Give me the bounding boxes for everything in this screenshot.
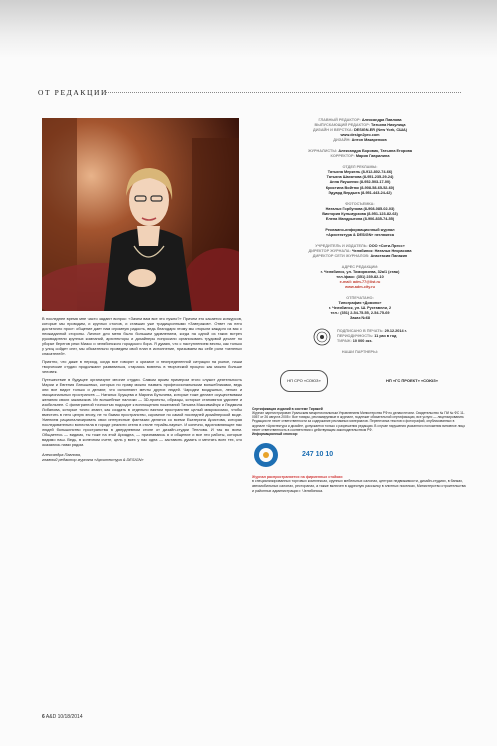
- staff-name: Антон Макаренков: [351, 138, 387, 143]
- design-website: www.design2pro.com: [340, 133, 380, 138]
- staff-role: ГЛАВНЫЙ РЕДАКТОР:: [318, 118, 361, 122]
- founder-block: [252, 244, 468, 259]
- journal-desc: [252, 228, 468, 238]
- issue-label: A&D 10/18/2014: [45, 714, 83, 720]
- signed-value: 29.12.2014 г.: [384, 328, 407, 333]
- founder-name: Анастасия Панакин: [370, 253, 408, 258]
- legal-block: [252, 407, 468, 437]
- staff-block: [252, 118, 468, 143]
- distribution-title: Журнал распространяется на фирменных стойках:: [252, 474, 344, 479]
- staff-role: ЖУРНАЛИСТЫ:: [308, 149, 338, 154]
- distribution-text: в специализированных торговых комплексах, крупных мебельных салонах, центрах недвижимости, дизайн-студиях, в банках, автомобильных салонах, ресторанах, а также включен в адресную рассылку в элитных поселках, Министерство строительства и районных администрации г. Челябинска.: [252, 479, 466, 493]
- signed-role: ТИРАЖ:: [337, 339, 352, 344]
- address-phone: тел./факс: (351) 239-82-10: [336, 275, 384, 280]
- masthead-column: [252, 118, 468, 493]
- staff-name: Татьяна Никулица: [371, 123, 406, 128]
- sales-contact: Татьяна Шахатова (8-951-235-29-24): [326, 175, 394, 180]
- photo-title: ФОТОСЪЕМКА:: [345, 201, 375, 206]
- sales-contact: Татьяна Меркель (8-912-802-74-66): [327, 170, 393, 175]
- address-block: [252, 265, 468, 290]
- distribution-block: [252, 475, 468, 494]
- sales-title: ОТДЕЛ РЕКЛАМЫ:: [342, 165, 378, 170]
- sales-contact: Эдуард Вердыга (8-951-443-24-42): [328, 190, 392, 195]
- sales-block: [252, 165, 468, 195]
- partners-logos: [252, 358, 468, 404]
- cert-text: Сертификация изданий в системе Тиражей: [252, 406, 323, 411]
- sales-contact: Кристина Войтюк (8-908-58-65-52-60): [325, 185, 395, 190]
- staff-name: DESIGN-ER (New York, США): [353, 128, 407, 133]
- photo-contact: Наталья Горбунова (8-908-085-02-03): [325, 206, 395, 211]
- partner-logo: НП «ГС ПРОЕКТ» «СОЮЗ»: [386, 378, 438, 384]
- page-number: 6: [42, 714, 45, 720]
- editorial-column: [42, 316, 242, 462]
- address-email[interactable]: e-mail: adm-77@list.ru: [339, 280, 381, 285]
- print-line: г. Челябинск, ул. Ш. Руставели, 2: [328, 306, 392, 311]
- staff-name: Александра Павлова: [361, 118, 402, 122]
- signed-role: ПОДПИСАНО В ПЕЧАТЬ:: [337, 328, 384, 333]
- editor-photo: [42, 118, 239, 311]
- section-rule: [106, 92, 461, 93]
- partners-title: НАШИ ПАРТНЕРЫ:: [341, 349, 379, 354]
- signed-role: ПЕРИОДИЧНОСТЬ:: [337, 333, 374, 338]
- founder-name: Челябинск: Наталья Некрасова: [351, 248, 412, 253]
- legal-text: Журнал зарегистрирован Уральским межрегиональным Управлением Министерства РФ по делам печати. Свидетельство № ПИ № ФС 11-0057 от 26 августа 2005 г. Все товары, рекламируемые в журнале, подлежат обязательной сертификации, все услуги — лицензированию. Редакция не несет ответственности за содержание рекламных материалов. Перепечатка текстов и фотографий, опубликованных в журнале «Архитектура и дизайн», допускается только с разрешения редакции. В случае нарушения указанного положения виновное лицо несет ответственность в соответствии с действующим законодательством РФ.: [252, 410, 466, 433]
- journal-desc-line: Рекламно-информационный журнал: [325, 227, 395, 232]
- address-line: г. Челябинск, ул. Тимирязева, 32а/1 (этаж): [320, 270, 400, 275]
- founder-role: ДИРЕКТОР СЕТИ ЖУРНАЛОВ:: [312, 253, 370, 258]
- photo-block: [252, 202, 468, 222]
- staff-role: КОРРЕКТОР:: [330, 154, 355, 159]
- staff-name: Мария Гаврилина: [355, 154, 390, 159]
- signed-value: 11 раз в год: [374, 333, 397, 338]
- print-line: тел.: (351) 2-54-75-55, 2-54-75-69: [330, 311, 390, 316]
- rating-block: [252, 441, 468, 469]
- print-title: ОТПЕЧАТАНО:: [346, 296, 374, 301]
- signature: [42, 452, 242, 462]
- address-website[interactable]: www.adm-city.ru: [345, 285, 375, 290]
- sponsor-number: 247 10 10: [302, 451, 334, 459]
- journalists-block: [252, 149, 468, 159]
- signature-name: Александра Павлова,: [42, 452, 81, 458]
- signed-value: 10 000 экз.: [352, 339, 373, 344]
- page-footer: [42, 714, 83, 720]
- print-line: Типография «Домино»: [338, 301, 382, 306]
- editorial-paragraph: В последнее время мне часто задают вопрос: «Зачем вам все это нужно?» Причем это касается конкурсов, которые мы проводим, и круглых столов, и ставших уже традиционными «Завтраков». Ответ на него достаточно прост: общение дает нам огромную радость, ведь благодаря этому мы открыли каждого из вас с неожиданной стороны. Личное для меня было большим удивлением, когда на одной из таких встреч руководители крупных компаний, архитекторы и дизайнеры попросили организовать трудовой десант по уборке берегов реки Миасс и челябинского городского бора. Я думаю, что с наступлением весны, как только у улиц сойдет снег, мы обязательно проведем свой план в исполнение, призываем вы себе роли «зеленых спасателей».: [42, 316, 242, 357]
- sales-contact: Анна Якушенко (8-952-503-17-00): [329, 180, 391, 185]
- staff-name: Александра Боровик, Татьяна Егорова: [338, 149, 412, 154]
- section-title: ОТ РЕДАКЦИИ: [38, 88, 109, 97]
- partners-block: [252, 350, 468, 404]
- partner-logo: НП СРО «СОЮЗ»: [280, 370, 328, 392]
- signed-block: [252, 328, 468, 346]
- print-line: Заказ №68: [350, 316, 370, 321]
- founder-role: ДИРЕКТОР ЖУРНАЛА:: [308, 248, 351, 253]
- founder-name: ООО «Сити-Пресс»: [368, 243, 405, 248]
- journal-desc-line: «Архитектура & DESIGN» негляжеса: [326, 232, 394, 237]
- photo-contact: Виктория Кульмурзова (8-951-123-82-63): [322, 211, 398, 216]
- photo-contact: Елена Мандрыгина (8-906-835-74-55): [325, 216, 395, 221]
- info-sponsor: Информационный спонсор:: [252, 432, 299, 437]
- seal-icon: [313, 328, 331, 346]
- print-block: [252, 296, 468, 321]
- staff-role: ДИЗАЙН:: [333, 138, 351, 143]
- editorial-paragraph: Путешествие в будущее организуют многие студии. Самым ярким примером этого служит деятельность Марии и Евгения Латышевых, которых по праву можно назвать профессиональными волшебниками, ведь они все видят только и делают, что исполняют мечты других людей. Чародеи воздушных, легких и эмоциональных пространств — Наталья Хрущева и Марина Бутычева, которые тоже делают осуществимым желания своих заказчиков. Их волшебные палочки — 3D-проекты, образцы, которые становятся удачнее и изобильнее. С филигранной точностью подходят к воплощению пожеланий Татьяна Максимайчук и Людмила Лобанова, которые точно знают, как создать в отдельно взятом пространстве целый микрокосмос, чтобы вместить в него целую эпоху, не то бывая пространство, скромное по самой последней дизайнерской моде. Умением рационализировать свои интересные фантазии делятся со всеми Екатерина Аристова, которая последовательно воплотила в городе реалити отеля в стиле «прайм-лаунж». И конечно, вдохновляющее нас людей большинство пространства в двердневном стиле от дизайн-студии Теплова. И так во всем. Общаетесь — видимо, ты тоже на этой Ариадна, — признаваюсь я и общение и все эти работы, которые видимо наш. Ведь, в конечном счете, цель у всех у нас одна — заставить думать и мечтать всех тех, кто оказались нами рядом.: [42, 376, 242, 448]
- founder-role: УЧРЕДИТЕЛЬ И ИЗДАТЕЛЬ:: [315, 243, 368, 248]
- signature-role: главный редактор журнала «Архитектура & DESIGN»: [42, 457, 144, 463]
- staff-role: ВЫПУСКАЮЩИЙ РЕДАКТОР:: [314, 123, 370, 128]
- page-shadow: [0, 0, 497, 58]
- sponsor-logo: [252, 441, 296, 469]
- staff-role: ДИЗАЙН И ВЕРСТКА:: [313, 128, 353, 133]
- editorial-paragraph: Приятно, что даже в период, когда все говорят о кризисе и неопределенной ситуации на рынке, наши творческие студии продолжают развиваться, стараясь вовлечь в творческий процесс как можно больше человек.: [42, 358, 242, 374]
- address-title: АДРЕС РЕДАКЦИИ:: [341, 265, 379, 270]
